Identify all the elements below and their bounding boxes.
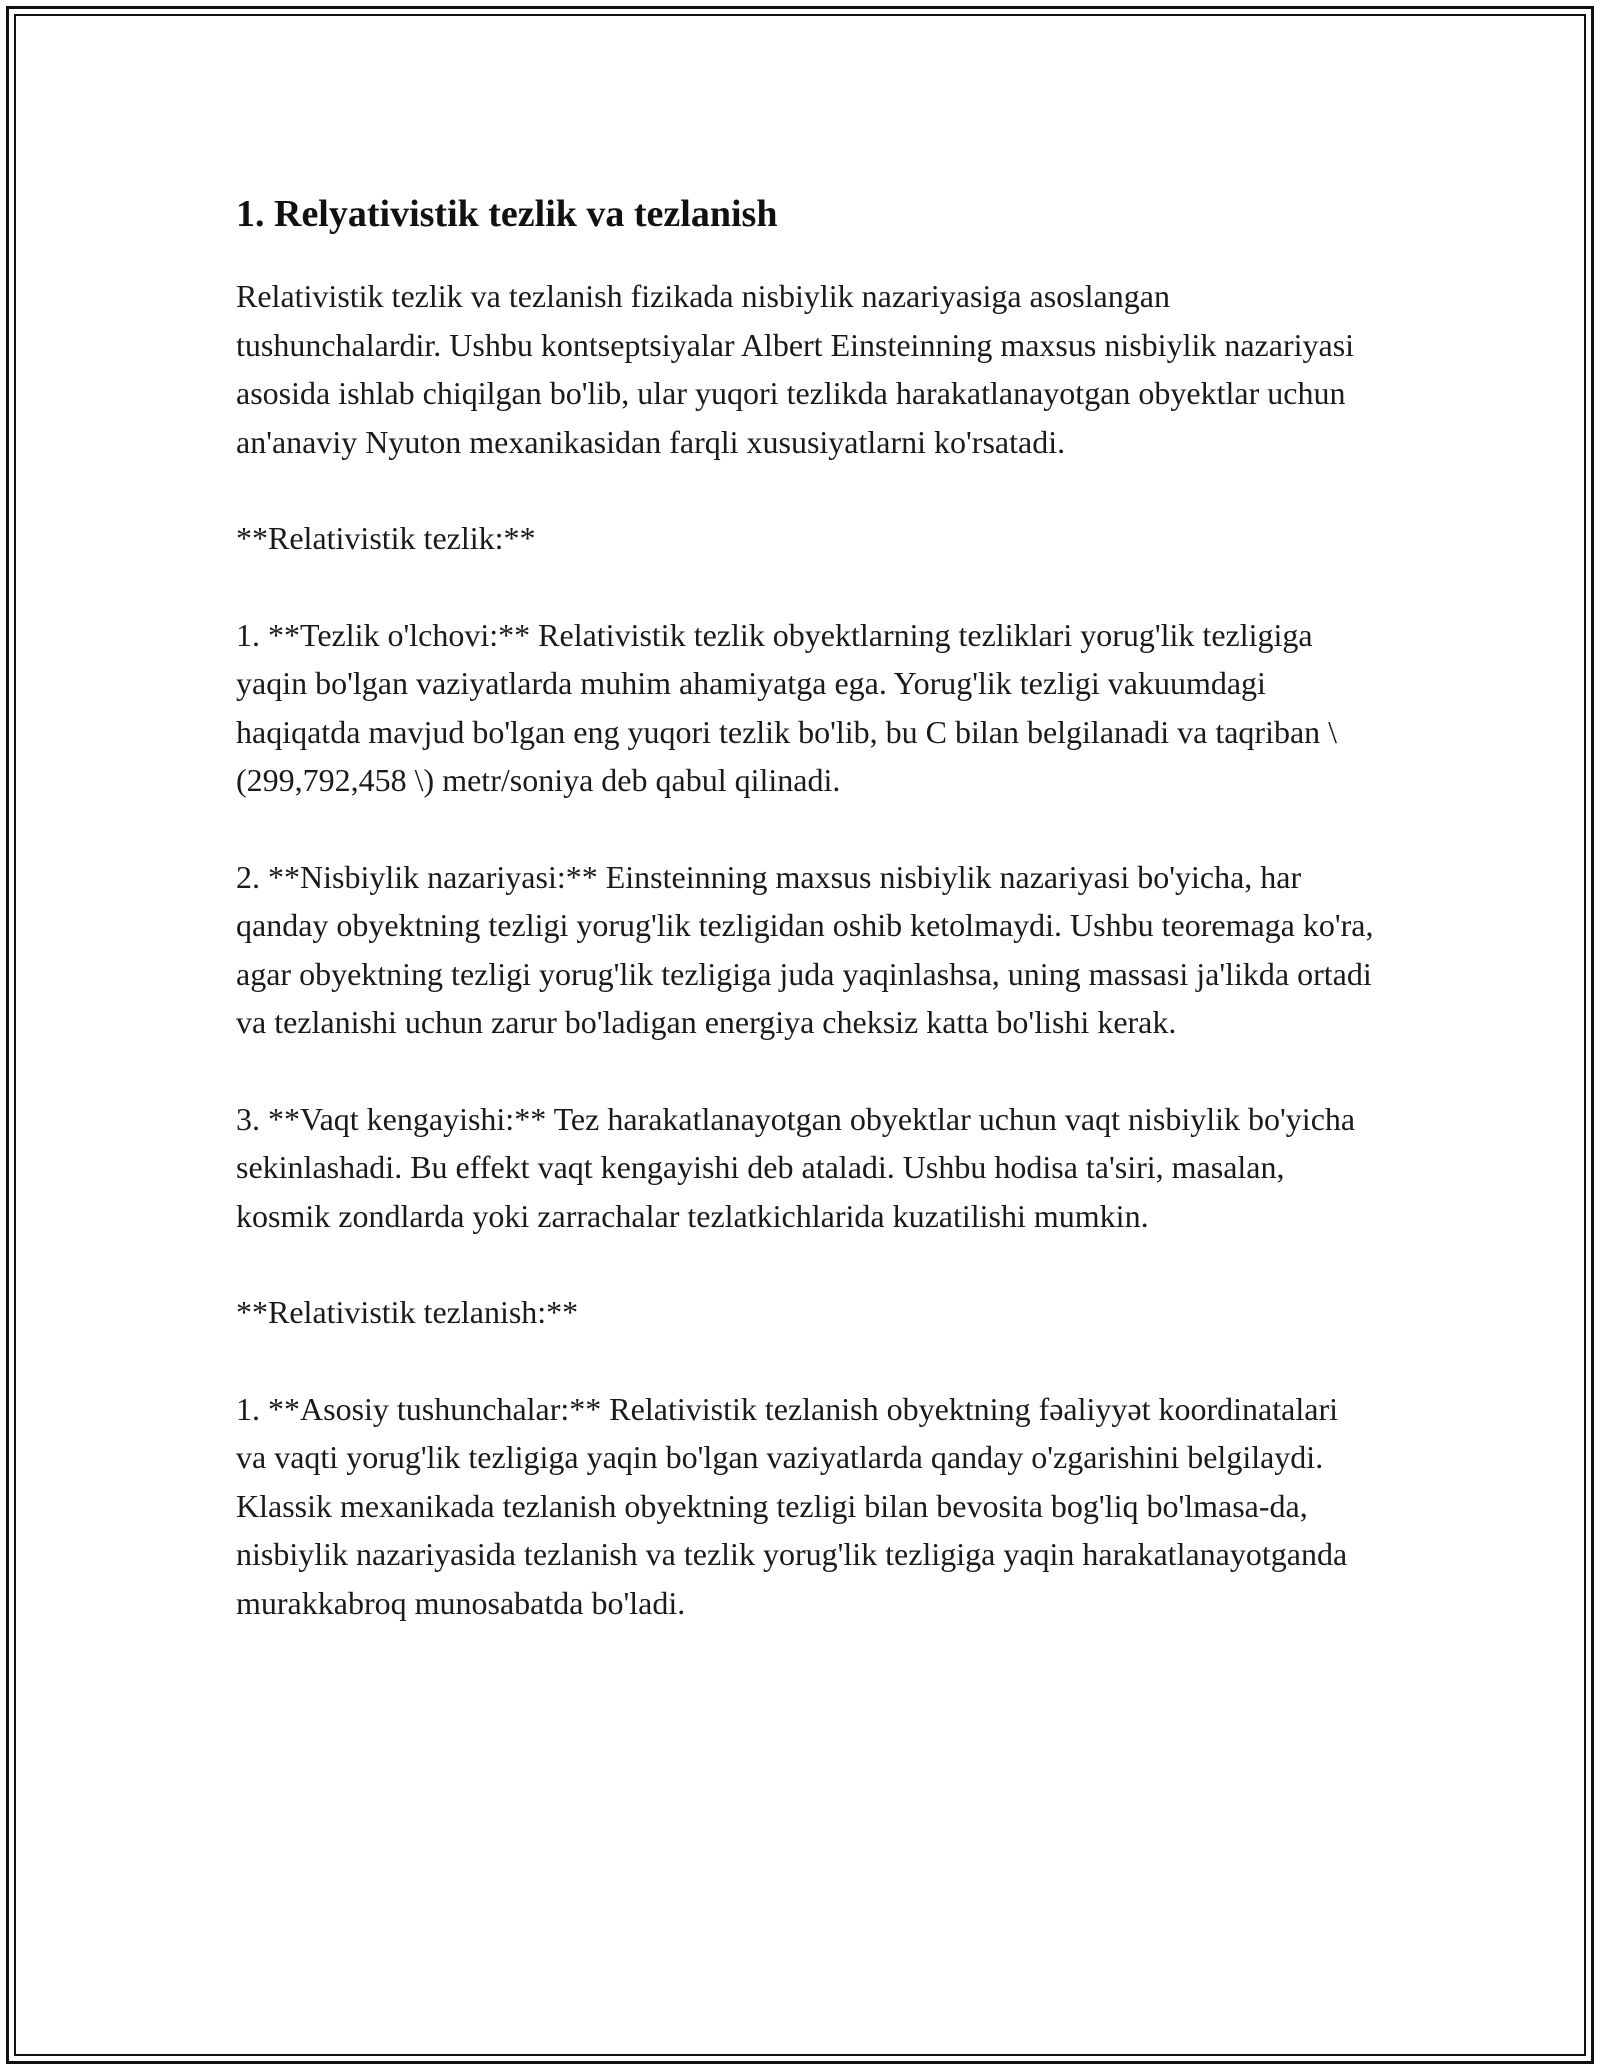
document-title: 1. Relyativistik tezlik va tezlanish (236, 193, 778, 235)
list-item-basic-concepts: 1. **Asosiy tushunchalar:** Relativistik tezlanish obyektning fəaliyyət koordinatalari va vaqti yorug'lik tezligiga yaqin bo'lgan vaziyatlarda qanday o'zgarishini belgilaydi. Klassik mexanikada tezlanish obyektning tezligi bilan bevosita bog'liq bo'lmasa-da, nisbiylik nazariyasida tezlanish va tezlik yorug'lik tezligiga yaqin harakatlanayotganda murakkabroq munosabatda bo'ladi. (236, 1390, 1348, 1621)
list-item-time-dilation: 3. **Vaqt kengayishi:** Tez harakatlanayotgan obyektlar uchun vaqt nisbiylik bo'yicha sekinlashadi. Bu effekt vaqt kengayishi deb ataladi. Ushbu hodisa ta'siri, masalan, kosmik zondlarda yoki zarrachalar tezlatkichlarida kuzatilishi mumkin. (236, 1100, 1356, 1234)
list-item-speed-measure: 1. **Tezlik o'lchovi:** Relativistik tezlik obyektlarning tezliklari yorug'lik tezligiga yaqin bo'lgan vaziyatlarda muhim ahamiyatga ega. Yorug'lik tezligi vakuumdagi haqiqatda mavjud bo'lgan eng yuqori tezlik bo'lib, bu C bilan belgilanadi va taqriban \(299,792,458 \) metr/soniya deb qabul qilinadi. (236, 616, 1338, 798)
section-heading-relativistic-speed: **Relativistik tezlik:** (236, 520, 536, 556)
intro-paragraph: Relativistik tezlik va tezlanish fizikada nisbiylik nazariyasiga asoslangan tushunchalardir. Ushbu kontseptsiyalar Albert Einsteinning maxsus nisbiylik nazariyasi asosida ishlab chiqilgan bo'lib, ular yuqori tezlikda harakatlanayotgan obyektlar uchun an'anaviy Nyuton mexanikasidan farqli xususiyatlarni ko'rsatadi. (236, 278, 1355, 460)
list-item-relativity-theory: 2. **Nisbiylik nazariyasi:** Einsteinning maxsus nisbiylik nazariyasi bo'yicha, har qanday obyektning tezligi yorug'lik tezligidan oshib ketolmaydi. Ushbu teoremaga ko'ra, agar obyektning tezligi yorug'lik tezligiga juda yaqinlashsa, uning massasi ja'likda ortadi va tezlanishi uchun zarur bo'ladigan energiya cheksiz katta bo'lishi kerak. (236, 858, 1374, 1040)
document-body (236, 186, 1376, 1675)
section-heading-relativistic-acceleration: **Relativistik tezlanish:** (236, 1294, 579, 1330)
